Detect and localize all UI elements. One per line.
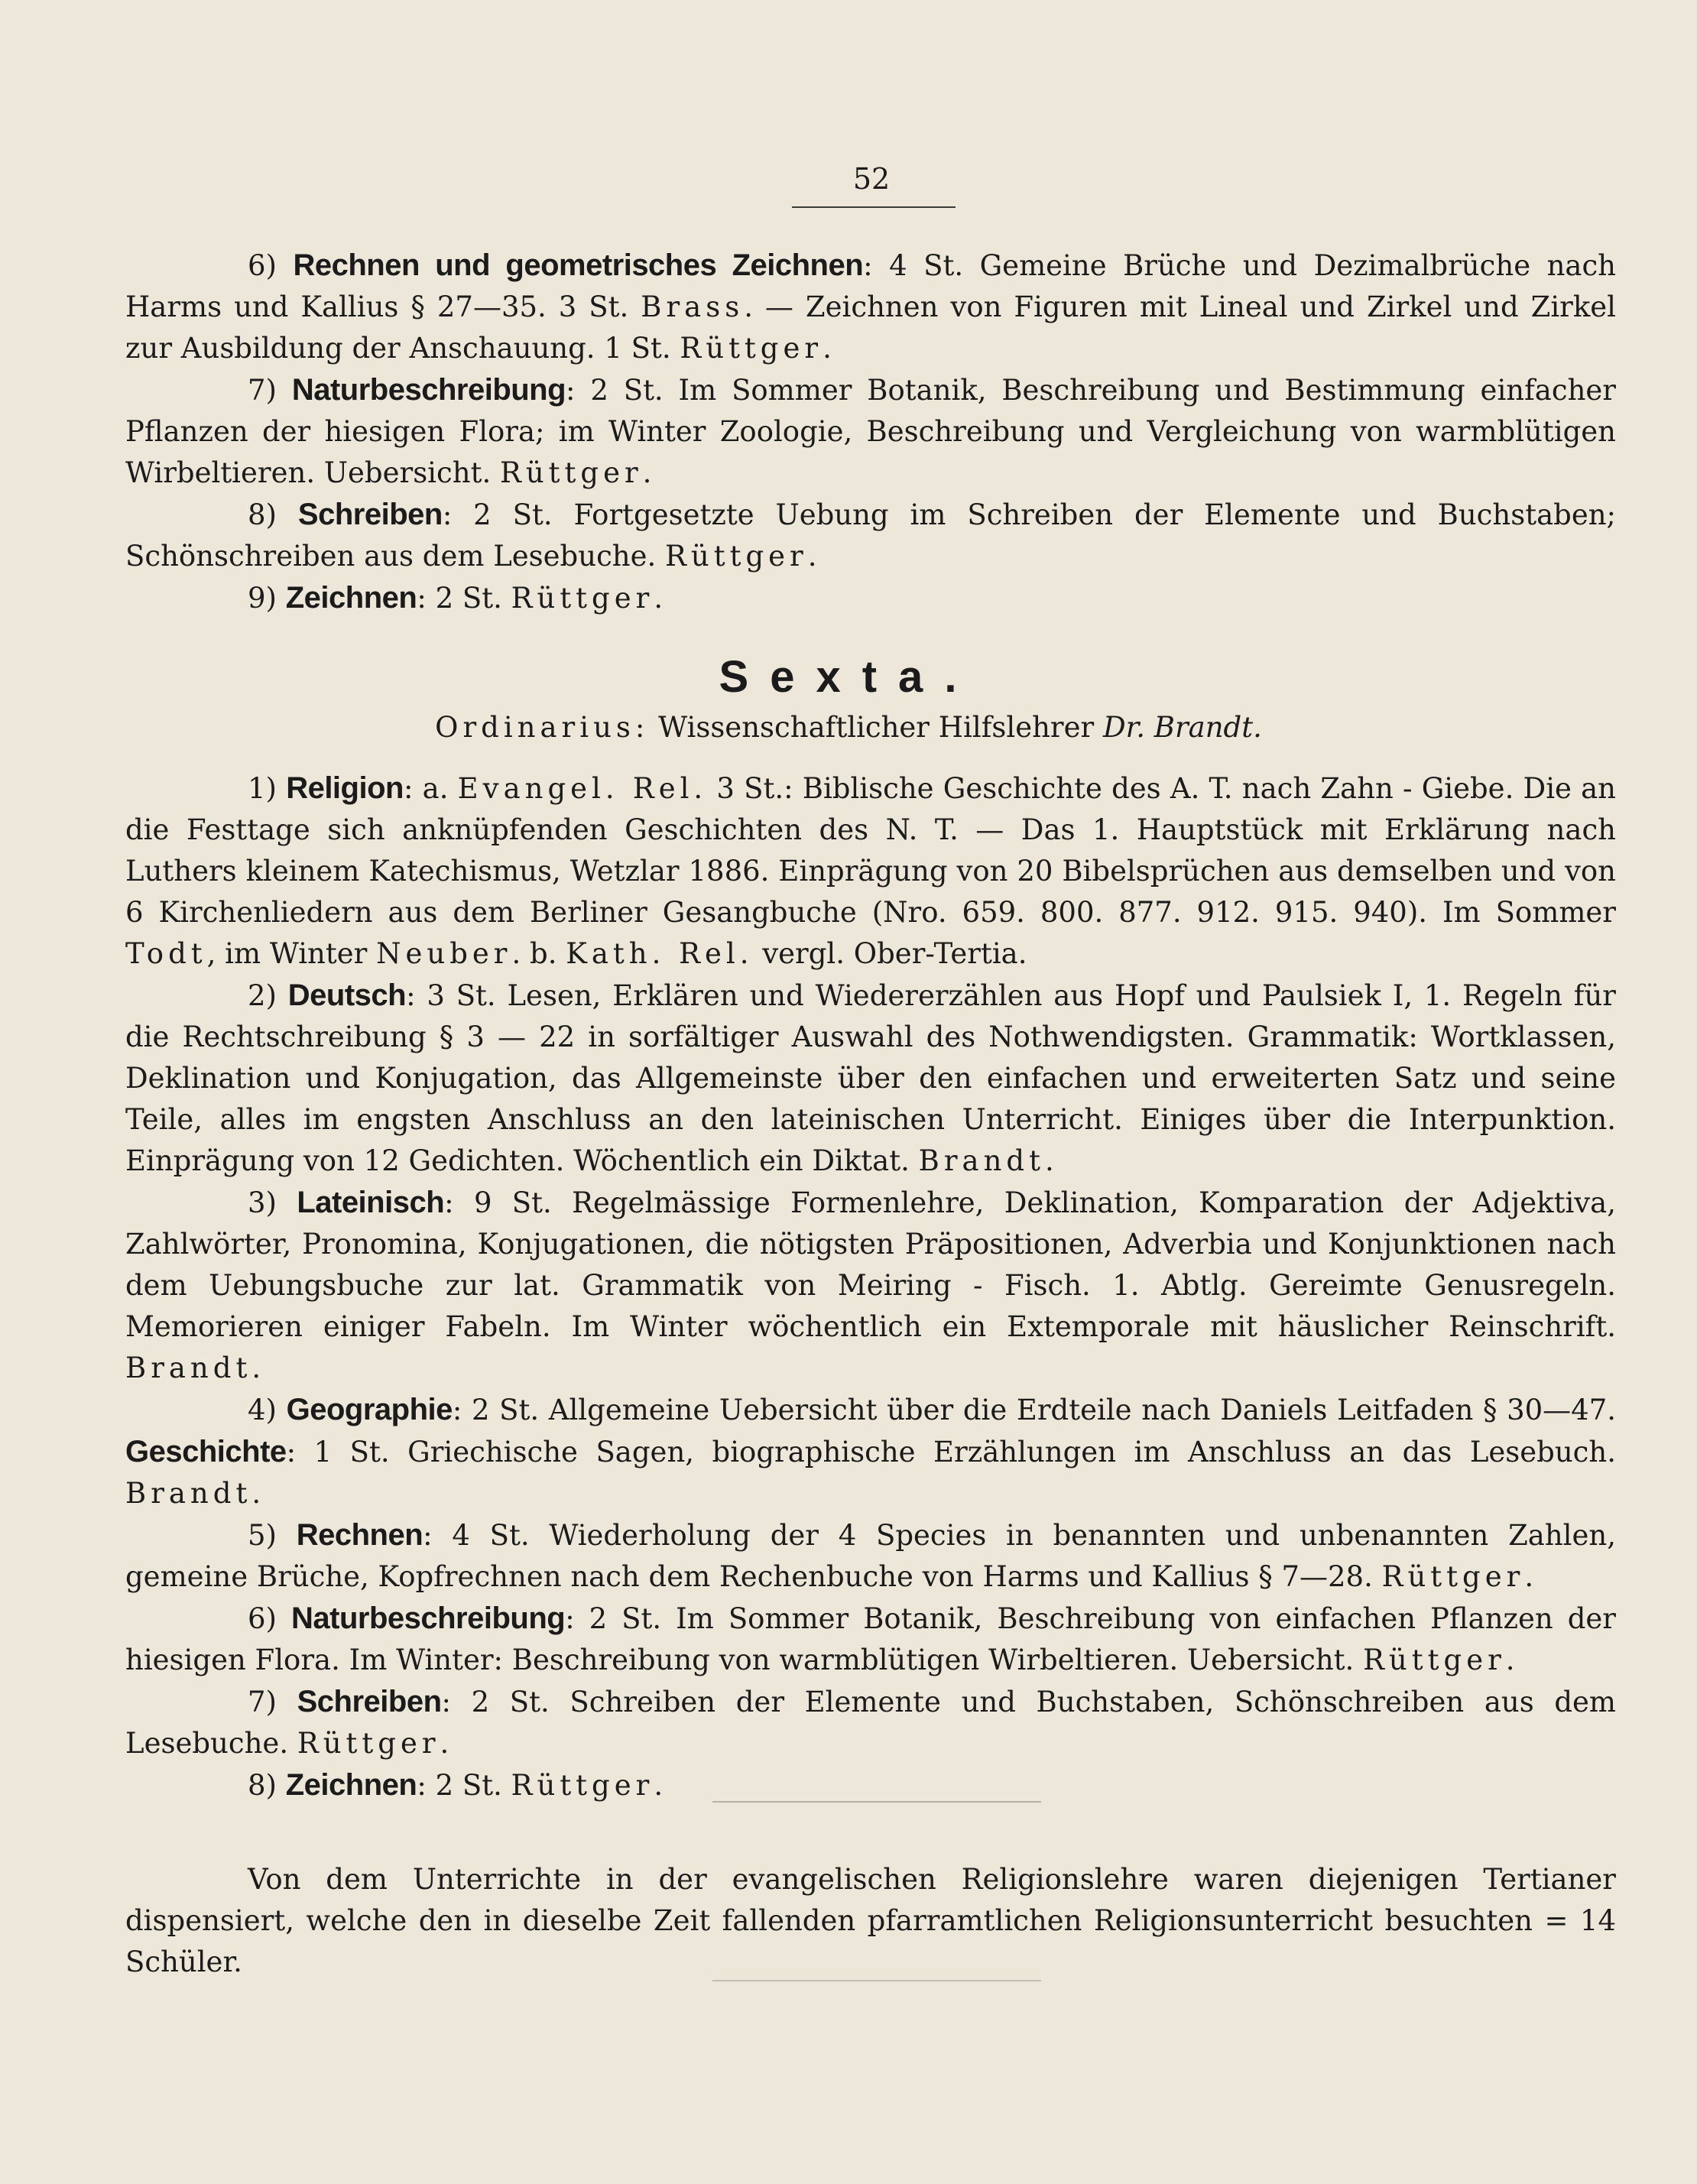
teacher-name: Neuber <box>376 937 512 970</box>
subject-heading: Rechnen <box>296 1518 423 1552</box>
footnote: Von dem Unterrichte in der evangelischen Religionslehre waren diejenigen Tertianer dispensiert, welche den in dieselbe Zeit fallenden pfarramtlichen Religionsunterricht besuchten = 14 Schüler. <box>125 1863 1616 1978</box>
ordinarius-name: Dr. Brandt. <box>1102 711 1262 744</box>
teacher-name: Brandt <box>125 1352 252 1384</box>
closing-divider <box>712 1980 1041 1981</box>
sexta-section <box>125 767 1616 1806</box>
upper-section <box>125 245 1616 619</box>
page-number: 52 <box>852 162 891 196</box>
teacher-name: Brandt <box>125 1477 252 1510</box>
item-naturbeschreibung: 7) Naturbeschreibung: 2 St. Im Sommer Botanik, Beschreibung und Bestimmung einfacher Pflanzen der hiesigen Flora; im Winter Zoologie, Beschreibung und Vergleichung von warmblütigen Wirbeltieren. Uebersicht. Rüttger. <box>125 373 1616 489</box>
subject-heading: Naturbeschreibung <box>291 373 566 407</box>
teacher-name: Rüttger <box>665 540 808 573</box>
item-rechnen: 5) Rechnen: 4 St. Wiederholung der 4 Species in benannten und unbenannten Zahlen, gemeine Brüche, Kopfrechnen nach dem Rechenbuche von Harms und Kallius § 7—28. Rüttger. <box>125 1518 1616 1593</box>
item-zeichnen-sexta: 8) Zeichnen: 2 St. Rüttger. <box>248 1768 664 1802</box>
teacher-name: Rüttger <box>511 582 654 615</box>
teacher-name: Rüttger <box>511 1769 654 1802</box>
item-geographie-geschichte: 4) Geographie: 2 St. Allgemeine Uebersicht über die Erdteile nach Daniels Leitfaden § 30—47. Geschichte: 1 St. Griechische Sagen, biographische Erzählungen im Anschluss an das Lesebuch. Brandt. <box>125 1393 1617 1510</box>
item-deutsch: 2) Deutsch: 3 St. Lesen, Erklären und Wiedererzählen aus Hopf und Paulsiek I, 1. Regeln für die Rechtschreibung § 3 — 22 in sorfältiger Auswahl des Nothwendigsten. Grammatik: Wortklassen, Deklination und Konjugation, das Allgemeinste über den einfachen und erweiterten Satz und seine Teile, alles im engsten Anschluss an den lateinischen Unterricht. Einiges über die Interpunktion. Einprägung von 12 Gedichten. Wöchentlich ein Diktat. Brandt. <box>125 978 1616 1177</box>
teacher-name: Rüttger <box>499 456 643 489</box>
item-lateinisch: 3) Lateinisch: 9 St. Regelmässige Formenlehre, Deklination, Komparation der Adjektiva, Zahlwörter, Pronomina, Konjugationen, die nötigsten Präpositionen, Adverbia und Konjunktionen nach dem Uebungsbuche zur lat. Grammatik von Meiring - Fisch. 1. Abtlg. Gereimte Genusregeln. Memorieren einiger Fabeln. Im Winter wöchentlich ein Extemporale mit häuslicher Reinschrift. Brandt. <box>125 1186 1617 1384</box>
subject-heading: Naturbeschreibung <box>290 1601 566 1635</box>
footnote-section <box>125 1859 1616 1983</box>
ordinarius-line: Ordinarius: Wissenschaftlicher Hilfslehrer Dr. Brandt. <box>435 711 1262 744</box>
teacher-name: Rüttger <box>297 1727 440 1760</box>
item-zeichnen: 9) Zeichnen: 2 St. Rüttger. <box>248 581 664 615</box>
teacher-name: Rüttger <box>1363 1644 1506 1676</box>
page-number-rule <box>792 206 956 208</box>
section-divider <box>712 1801 1041 1803</box>
subject-heading: Schreiben <box>297 1685 442 1718</box>
teacher-name: Brass <box>641 290 745 323</box>
subject-heading: Deutsch <box>287 978 407 1012</box>
item-schreiben: 8) Schreiben: 2 St. Fortgesetzte Uebung im Schreiben der Elemente und Buchstaben; Schönschreiben aus dem Lesebuche. Rüttger. <box>125 498 1617 573</box>
item-rechnen-geometrie: 6) Rechnen und geometrisches Zeichnen: 4 St. Gemeine Brüche und Dezimalbrüche nach Harms und Kallius § 27—35. 3 St. Brass. — Zeichnen von Figuren mit Lineal und Zirkel und Zirkel zur Ausbildung der Anschauung. 1 St. Rüttger. <box>125 248 1617 365</box>
subject-heading: Religion <box>286 771 404 805</box>
item-schreiben-sexta: 7) Schreiben: 2 St. Schreiben der Elemente und Buchstaben, Schönschreiben aus dem Lesebuche. Rüttger. <box>125 1685 1617 1760</box>
subject-heading: Zeichnen <box>285 581 417 615</box>
teacher-name: Rüttger <box>1381 1560 1525 1593</box>
section-title: Sexta. <box>719 652 978 702</box>
teacher-name: Brandt <box>918 1144 1045 1177</box>
subject-heading: Geschichte <box>125 1435 287 1468</box>
subject-heading: Schreiben <box>297 498 443 531</box>
teacher-name: Rüttger <box>680 332 823 365</box>
subject-heading: Geographie <box>286 1393 453 1426</box>
subject-heading: Zeichnen <box>285 1768 417 1802</box>
item-naturbeschreibung-sexta: 6) Naturbeschreibung: 2 St. Im Sommer Botanik, Beschreibung von einfachen Pflanzen der hiesigen Flora. Im Winter: Beschreibung von warmblütigen Wirbeltieren. Uebersicht. Rüttger. <box>125 1601 1616 1676</box>
subject-heading: Rechnen und geometrisches Zeichnen <box>293 248 864 282</box>
item-religion: 1) Religion: a. Evangel. Rel. 3 St.: Biblische Geschichte des A. T. nach Zahn - Giebe. Die an die Festtage sich anknüpfenden Geschichten des N. T. — Das 1. Hauptstück mit Erklärung nach Luthers kleinem Katechismus, Wetzlar 1886. Einprägung von 20 Bibelsprüchen aus demselben und von 6 Kirchenliedern aus dem Berliner Gesangbuche (Nro. 659. 800. 877. 912. 915. 940). Im Sommer Todt, im Winter Neuber. b. Kath. Rel. vergl. Ober-Tertia. <box>125 771 1617 970</box>
teacher-name: Todt <box>125 937 207 970</box>
subject-heading: Lateinisch <box>297 1186 445 1219</box>
